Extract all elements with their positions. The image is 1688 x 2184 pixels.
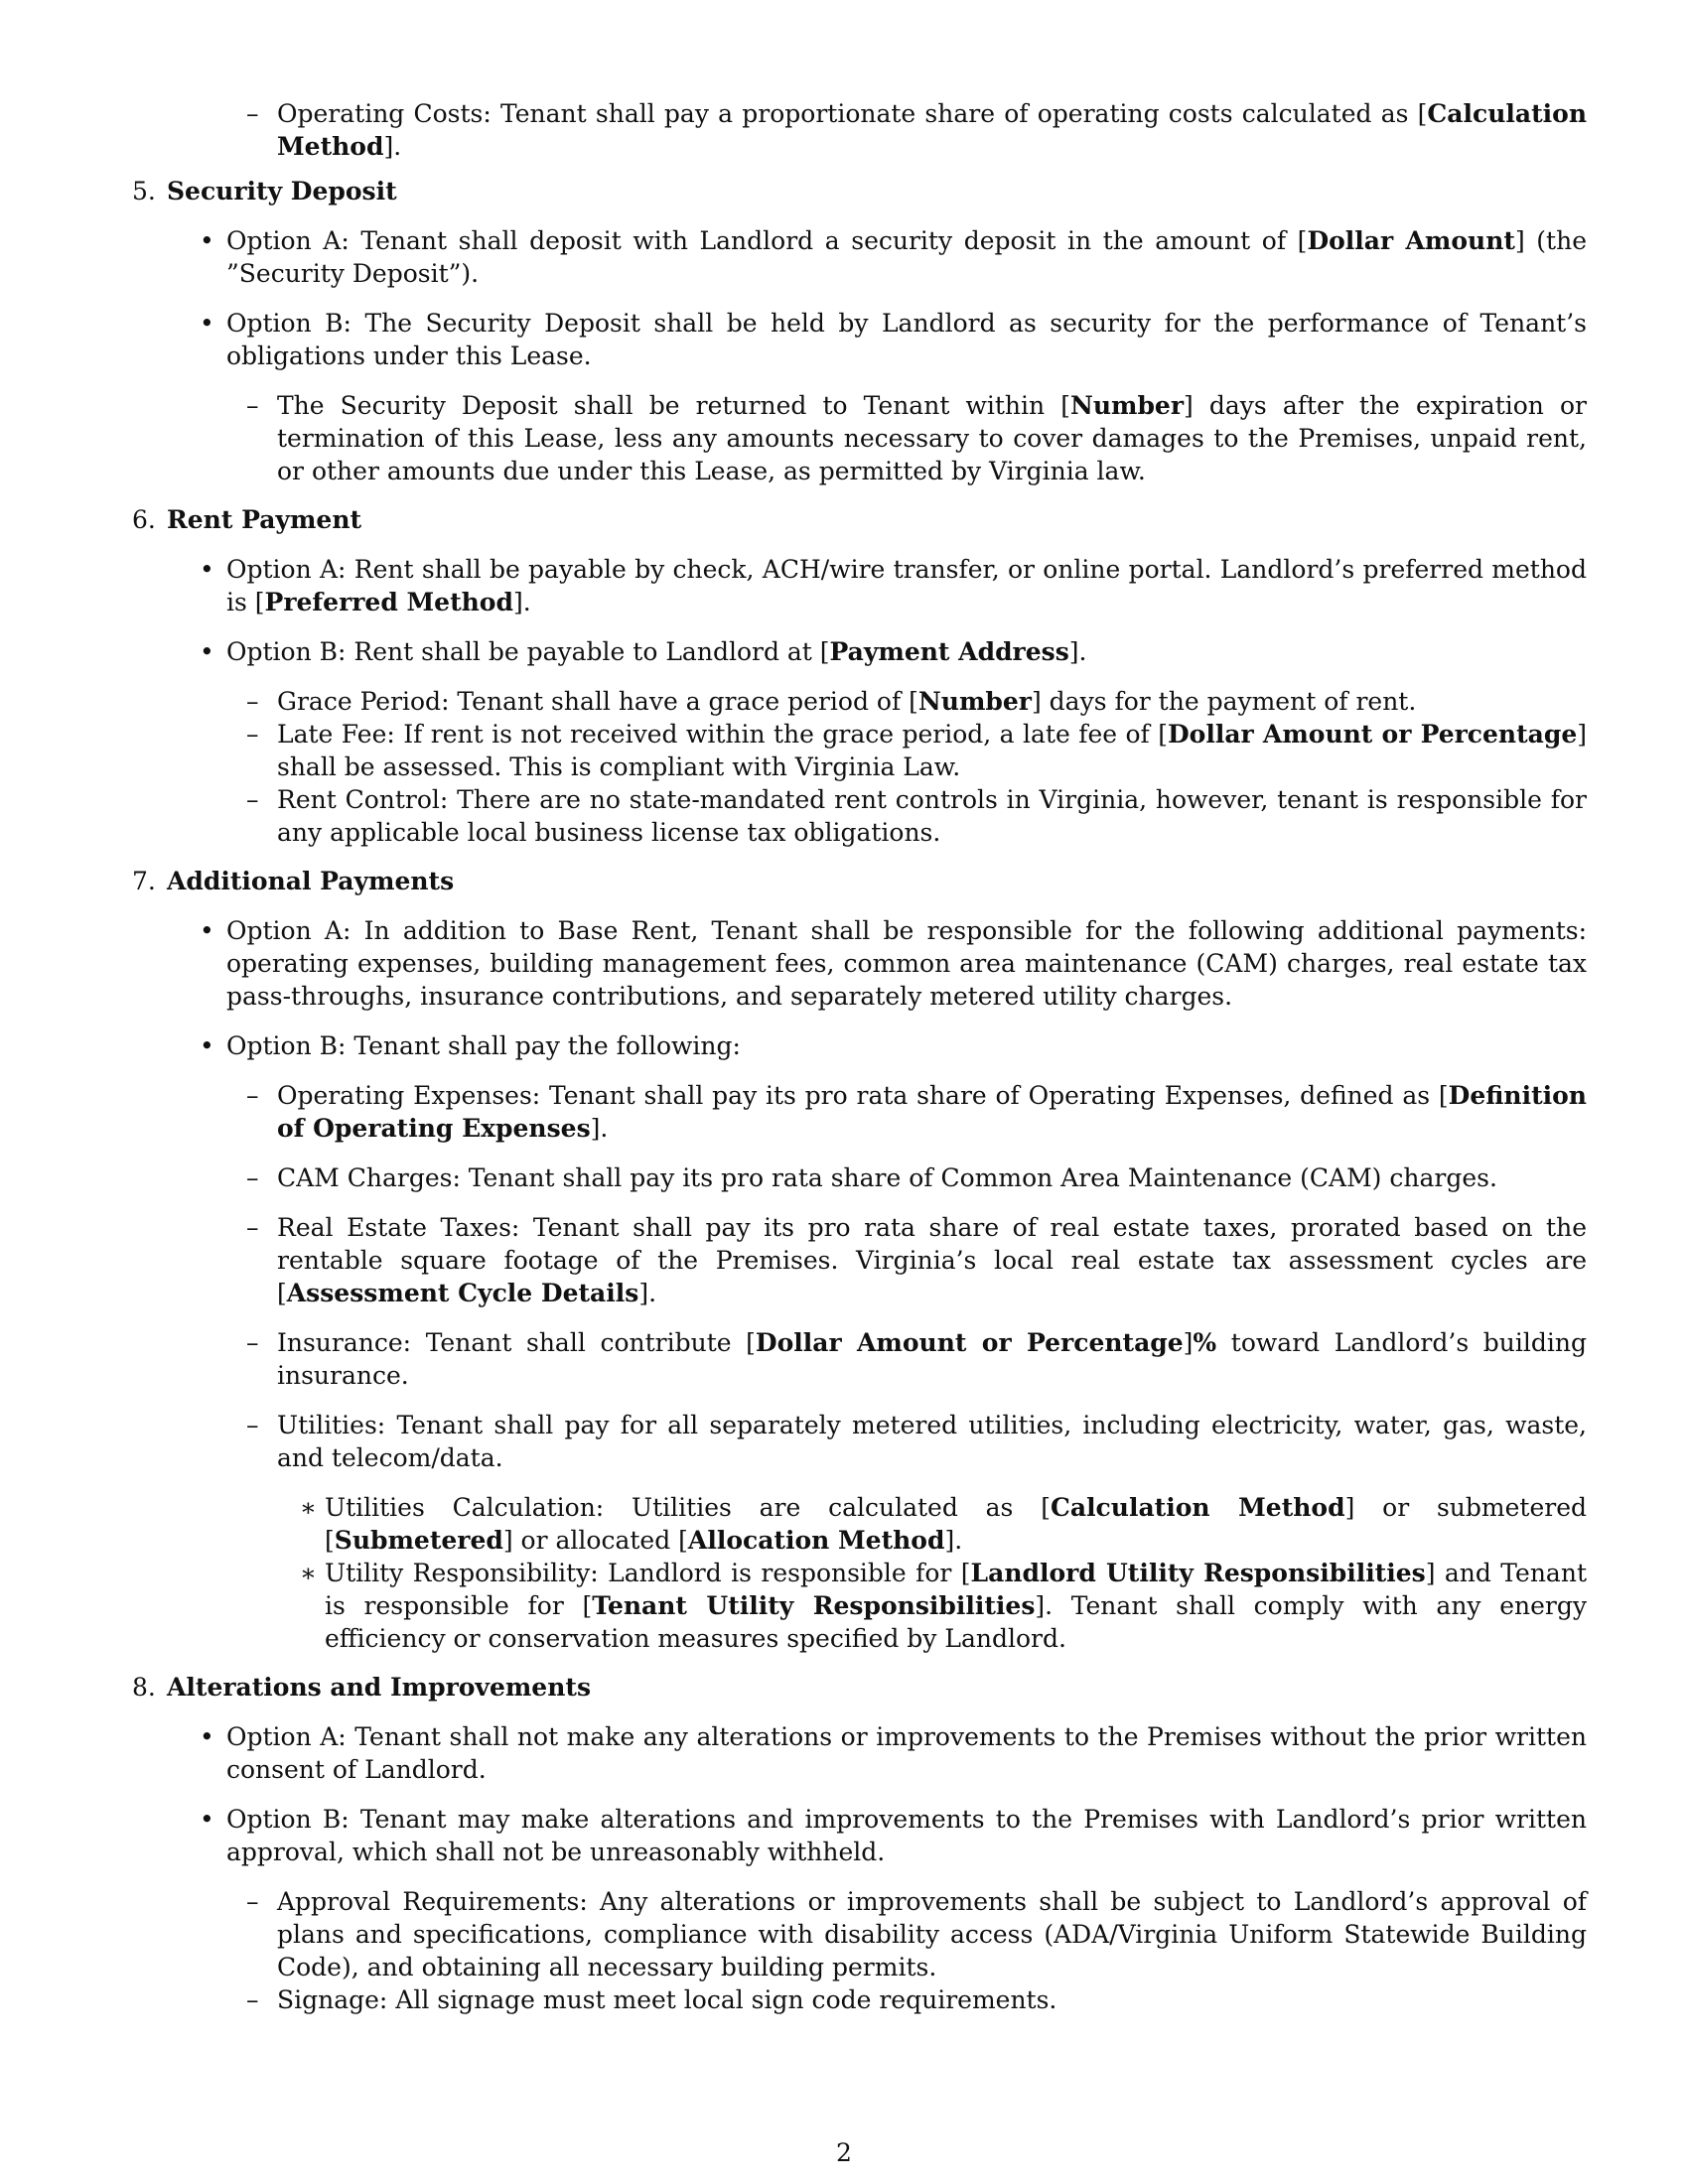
list-subitem: – The Security Deposit shall be returned to Tenant within [Number] days after the expiration or termination of this Lease, less any amounts necessary to cover damages to the Premises, unpaid rent, or other amounts due under this Lease, as permitted by Virginia law.: [246, 391, 1587, 485]
dash-marker: –: [246, 1163, 259, 1192]
section-rent-payment: [132, 503, 1587, 536]
bullet-marker: •: [200, 226, 214, 255]
list-subitem: – Rent Control: There are no state-mandated rent controls in Virginia, however, tenant is responsible for any applicable local business license tax obligations.: [246, 785, 1587, 847]
bullet-marker: •: [200, 309, 214, 338]
dash-marker: –: [246, 1328, 259, 1357]
list-subitem: – Signage: All signage must meet local sign code requirements.: [246, 1985, 1057, 2014]
list-subitem: – CAM Charges: Tenant shall pay its pro rata share of Common Area Maintenance (CAM) charges.: [246, 1163, 1497, 1192]
list-item: • Option A: Tenant shall not make any alterations or improvements to the Premises without the prior written consent of Landlord.: [200, 1722, 1587, 1784]
section-alterations-improvements: [132, 1671, 1587, 1704]
list-subitem: – Approval Requirements: Any alterations or improvements shall be subject to Landlord’s approval of plans and specifications, compliance with disability access (ADA/Virginia Uniform Statewide Building Code), and obtaining all necessary building permits.: [246, 1887, 1587, 1981]
dash-marker: –: [246, 1213, 259, 1242]
dash-marker: –: [246, 785, 259, 814]
dash-marker: –: [246, 1985, 259, 2014]
dash-marker: –: [246, 99, 259, 128]
list-item: • Option A: In addition to Base Rent, Tenant shall be responsible for the following additional payments: operating expenses, building management fees, common area maintenance (CAM) charges, real estate tax pass-throughs, insurance contributions, and separately metered utility charges.: [200, 916, 1587, 1011]
section-number: 7.: [132, 867, 156, 895]
bullet-marker: •: [200, 916, 214, 945]
section-security-deposit: [132, 175, 1587, 207]
section-additional-payments: [132, 865, 1587, 897]
section-number: 6.: [132, 505, 156, 534]
bullet-marker: •: [200, 1805, 214, 1834]
list-item: • Option A: Tenant shall deposit with Landlord a security deposit in the amount of [Dollar Amount] (the ”Security Deposit”).: [200, 226, 1587, 288]
section-title: Security Deposit: [167, 177, 397, 205]
star-marker: ∗: [300, 1493, 317, 1522]
dash-marker: –: [246, 1887, 259, 1916]
list-subitem: – Late Fee: If rent is not received within the grace period, a late fee of [Dollar Amount or Percentage] shall be assessed. This is compliant with Virginia Law.: [246, 720, 1587, 781]
document-body: [132, 97, 1587, 2016]
dash-marker: –: [246, 391, 259, 420]
bullet-marker: •: [200, 1722, 214, 1751]
dash-marker: –: [246, 720, 259, 749]
list-item: • Option B: Rent shall be payable to Landlord at [Payment Address].: [200, 637, 1087, 666]
page-number: 2: [836, 2138, 852, 2167]
dash-marker: –: [246, 687, 259, 716]
bullet-marker: •: [200, 637, 214, 666]
section-title: Rent Payment: [167, 505, 362, 534]
list-subitem: – Real Estate Taxes: Tenant shall pay its pro rata share of real estate taxes, prorated based on the rentable square footage of the Premises. Virginia’s local real estate tax assessment cycles are [Assessment Cycle Details].: [246, 1213, 1587, 1307]
list-subitem: – Insurance: Tenant shall contribute [Dollar Amount or Percentage]% toward Landlord’s building insurance.: [246, 1328, 1587, 1390]
section-number: 5.: [132, 177, 156, 205]
bullet-marker: •: [200, 1031, 214, 1060]
list-subitem: – Operating Expenses: Tenant shall pay its pro rata share of Operating Expenses, defined as [Definition of Operating Expenses].: [246, 1081, 1587, 1143]
list-subitem: – Grace Period: Tenant shall have a grace period of [Number] days for the payment of rent.: [246, 687, 1417, 716]
list-subsubitem: ∗ Utilities Calculation: Utilities are calculated as [Calculation Method] or submetered [Submetered] or allocated [Allocation Method].: [300, 1493, 1588, 1555]
section-title: Additional Payments: [167, 867, 455, 895]
operating-costs-item: – Operating Costs: Tenant shall pay a proportionate share of operating costs calculated as [Calculation Method].: [246, 99, 1587, 161]
dash-marker: –: [246, 1411, 259, 1439]
list-item: • Option B: Tenant shall pay the following:: [200, 1031, 741, 1060]
list-item: • Option A: Rent shall be payable by check, ACH/wire transfer, or online portal. Landlord’s preferred method is [Preferred Method].: [200, 555, 1587, 616]
section-number: 8.: [132, 1673, 156, 1702]
list-item: • Option B: Tenant may make alterations and improvements to the Premises with Landlord’s prior written approval, which shall not be unreasonably withheld.: [200, 1805, 1587, 1866]
list-subsubitem: ∗ Utility Responsibility: Landlord is responsible for [Landlord Utility Responsibilities] and Tenant is responsible for [Tenant Utility Responsibilities]. Tenant shall comply with any energy efficiency or conservation measures specified by Landlord.: [300, 1559, 1587, 1653]
list-item: • Option B: The Security Deposit shall be held by Landlord as security for the performance of Tenant’s obligations under this Lease.: [200, 309, 1587, 370]
list-subitem: – Utilities: Tenant shall pay for all separately metered utilities, including electricity, water, gas, waste, and telecom/data.: [246, 1411, 1587, 1472]
bullet-marker: •: [200, 555, 214, 584]
star-marker: ∗: [300, 1559, 317, 1587]
dash-marker: –: [246, 1081, 259, 1110]
section-title: Alterations and Improvements: [167, 1673, 592, 1702]
